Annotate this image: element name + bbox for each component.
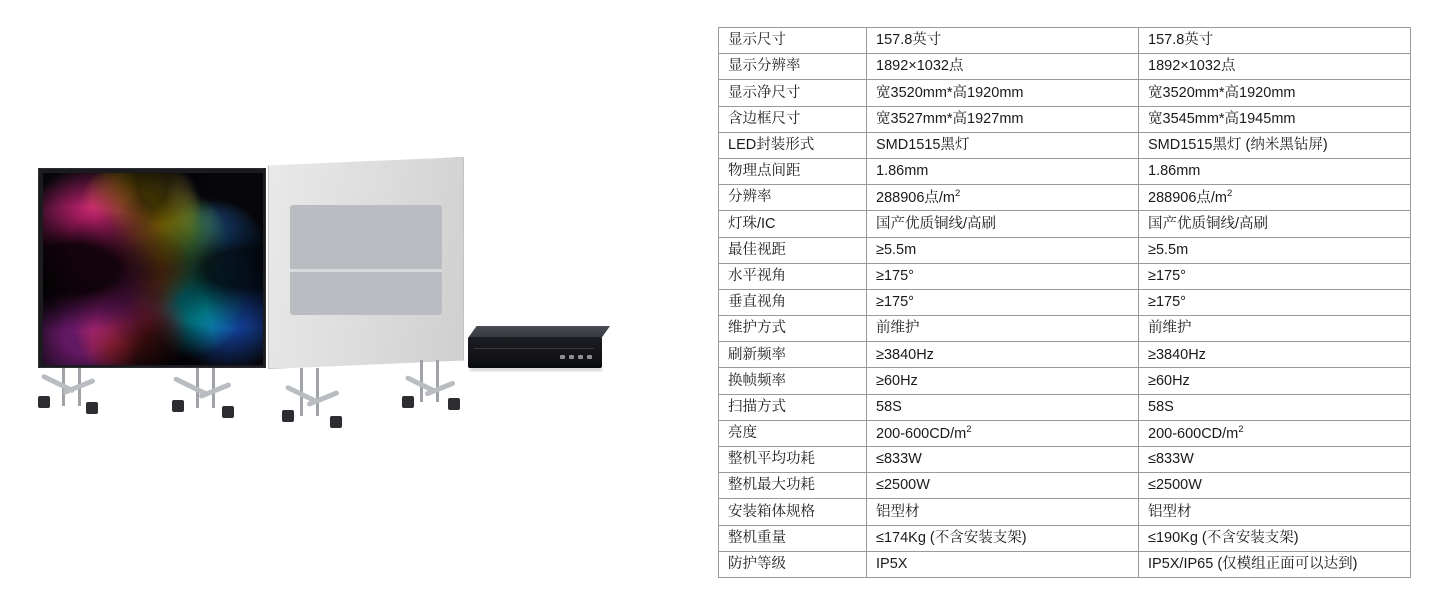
spec-value-cell-b: ≤2500W [1139,473,1411,499]
spec-value-cell-b: ≥5.5m [1139,237,1411,263]
spec-label-cell: 扫描方式 [719,394,867,420]
stand-caster [282,410,294,422]
spec-label-cell: 安装箱体规格 [719,499,867,525]
spec-label-cell: 维护方式 [719,316,867,342]
spec-value-cell-a: $200-600CD/m^2$ [867,420,1139,446]
table-row [719,420,1411,446]
spec-value-cell-b: $200-600CD/m^2$ [1139,420,1411,446]
table-row [719,263,1411,289]
table-row [719,394,1411,420]
spec-label-cell: 换帧频率 [719,368,867,394]
spec-label-cell: LED封装形式 [719,132,867,158]
spec-value-cell-a: ≥175° [867,289,1139,315]
spec-value-cell-a: 宽3527mm*高1927mm [867,106,1139,132]
controller-front-face [468,337,602,368]
spec-value-cell-b: 铝型材 [1139,499,1411,525]
spec-value-cell-a: ≥3840Hz [867,342,1139,368]
table-row [719,185,1411,211]
product-illustration [0,0,680,613]
spec-value-cell-b: 288906点$/m^2$ [1139,185,1411,211]
table-row [719,447,1411,473]
spec-label-cell: 水平视角 [719,263,867,289]
stand-leg [436,360,439,402]
spec-value-cell-a: ≤833W [867,447,1139,473]
spec-value-cell-a: IP5X [867,551,1139,577]
spec-value-cell-b: 157.8英寸 [1139,28,1411,54]
spec-value-cell-a: SMD1515黑灯 [867,132,1139,158]
stand-caster [402,396,414,408]
table-row [719,80,1411,106]
spec-label-cell: 显示净尺寸 [719,80,867,106]
spec-value-cell-a: 58S [867,394,1139,420]
rear-frame-divider [290,269,442,272]
table-row [719,158,1411,184]
spec-value-cell-b: ≥175° [1139,263,1411,289]
stand-leg [316,368,319,416]
table-row [719,237,1411,263]
spec-value-cell-a: 国产优质铜线/高刷 [867,211,1139,237]
spec-label-cell: 整机最大功耗 [719,473,867,499]
table-row [719,342,1411,368]
spec-value-cell-b: ≥3840Hz [1139,342,1411,368]
spec-label-cell: 刷新频率 [719,342,867,368]
table-row [719,211,1411,237]
rear-support-frame [290,205,442,315]
table-row [719,132,1411,158]
spec-value-cell-a: ≥60Hz [867,368,1139,394]
table-row [719,499,1411,525]
spec-value-cell-a: ≥175° [867,263,1139,289]
spec-value-cell-a: 铝型材 [867,499,1139,525]
spec-label-cell: 物理点间距 [719,158,867,184]
table-row [719,473,1411,499]
spec-value-cell-b: ≥60Hz [1139,368,1411,394]
spec-value-cell-b: 宽3545mm*高1945mm [1139,106,1411,132]
table-row [719,525,1411,551]
table-row [719,368,1411,394]
stand-caster [448,398,460,410]
spec-value-cell-a: 1.86mm [867,158,1139,184]
spec-label-cell: 亮度 [719,420,867,446]
table-row [719,289,1411,315]
spec-value-cell-b: 宽3520mm*高1920mm [1139,80,1411,106]
spec-label-cell: 分辨率 [719,185,867,211]
spec-value-cell-a: 宽3520mm*高1920mm [867,80,1139,106]
spec-value-cell-a: ≤2500W [867,473,1139,499]
spec-label-cell: 灯珠/IC [719,211,867,237]
spec-label-cell: 显示尺寸 [719,28,867,54]
spec-value-cell-a: 288906点$/m^2$ [867,185,1139,211]
spec-label-cell: 整机平均功耗 [719,447,867,473]
display-bezel [38,168,266,368]
spec-value-cell-b: 1892×1032点 [1139,54,1411,80]
spec-value-cell-a: 前维护 [867,316,1139,342]
led-display-rear-view [268,157,464,369]
spec-value-cell-a: ≥5.5m [867,237,1139,263]
table-row [719,316,1411,342]
spec-value-cell-a: 1892×1032点 [867,54,1139,80]
spec-label-cell: 防护等级 [719,551,867,577]
table-row [719,106,1411,132]
spec-value-cell-a: 157.8英寸 [867,28,1139,54]
spec-value-cell-b: SMD1515黑灯 (纳米黑钻屏) [1139,132,1411,158]
controller-shadow [470,368,602,371]
video-controller-box [468,326,610,371]
spec-value-cell-b: 国产优质铜线/高刷 [1139,211,1411,237]
specification-table-container [718,27,1410,578]
controller-seam-line [474,348,594,349]
led-indicator [560,355,565,359]
table-row [719,551,1411,577]
display-screen-artwork [43,173,263,365]
spec-value-cell-b: 58S [1139,394,1411,420]
spec-label-cell: 显示分辨率 [719,54,867,80]
spec-value-cell-b: 1.86mm [1139,158,1411,184]
stand-caster [172,400,184,412]
led-indicator [569,355,574,359]
spec-value-cell-b: ≥175° [1139,289,1411,315]
led-indicator [578,355,583,359]
spec-label-cell: 含边框尺寸 [719,106,867,132]
spec-value-cell-a: ≤174Kg (不含安装支架) [867,525,1139,551]
spec-label-cell: 垂直视角 [719,289,867,315]
spec-value-cell-b: ≤833W [1139,447,1411,473]
spec-label-cell: 最佳视距 [719,237,867,263]
led-indicator [587,355,592,359]
table-row [719,28,1411,54]
spec-value-cell-b: IP5X/IP65 (仅模组正面可以达到) [1139,551,1411,577]
table-row [719,54,1411,80]
spec-value-cell-b: 前维护 [1139,316,1411,342]
spec-label-cell: 整机重量 [719,525,867,551]
stand-caster [38,396,50,408]
stand-caster [222,406,234,418]
stand-caster [330,416,342,428]
stand-caster [86,402,98,414]
spec-value-cell-b: ≤190Kg (不含安装支架) [1139,525,1411,551]
controller-indicator-leds [560,355,592,359]
led-display-front-view [38,168,266,368]
specification-table [718,27,1411,578]
